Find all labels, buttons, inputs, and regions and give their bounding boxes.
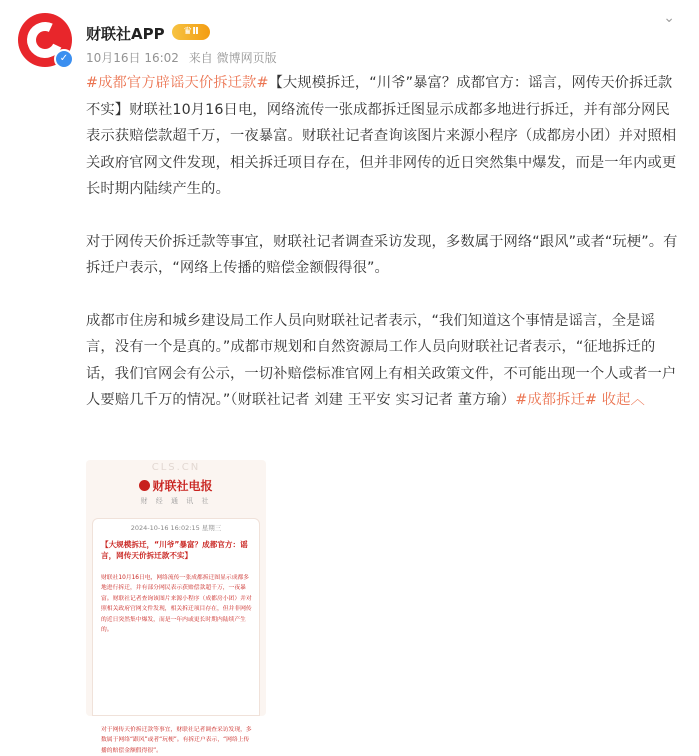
chevron-up-icon: ︿: [630, 392, 645, 408]
paragraph-2: 对于网传天价拆迁款等事宜，财联社记者调查采访发现，多数属于网络“跟风”或者“玩梗”。有拆迁户表示，“网络上传播的赔偿金额假得很”。: [86, 233, 678, 276]
post-source: 来自 微博网页版: [188, 51, 277, 65]
post-meta: [86, 49, 283, 66]
card-body: 财联社10月16日电，网络流传一张成都拆迁图显示成都多地进行拆迁，并有部分网民表示获赔偿款超千万，一夜暴富。财联社记者查询该图片来源小程序（成都房小团）并对照相关政府官网文件发现，相关拆迁项目存在，但并非网传的近日突然集中爆发，而是一年内或更长时期内陆续产生的。: [101, 575, 252, 634]
collapse-button[interactable]: 收起︿: [601, 392, 645, 408]
card-body-2: 对于网传天价拆迁款等事宜，财联社记者调查采访发现，多数属于网络“跟风”或者“玩梗”。有拆迁户表示，“网络上传播的赔偿金额假得很”。: [101, 727, 252, 754]
card-headline: 【大规模拆迁，“川爷”暴富？成都官方：谣言，网传天价拆迁款不实】: [101, 540, 248, 560]
avatar[interactable]: [18, 13, 72, 67]
chevron-down-icon[interactable]: ⌄: [663, 10, 675, 26]
crown-icon: ♛: [183, 26, 193, 37]
card-date: 2024-10-16 16:02:15 星期三: [130, 524, 222, 532]
news-image-card[interactable]: [86, 460, 266, 754]
card-inner: [92, 518, 260, 754]
post-content: [86, 70, 678, 440]
hashtag-title[interactable]: #成都官方辟谣天价拆迁款#: [86, 75, 269, 91]
cls-logo-icon: [139, 480, 150, 491]
post-date[interactable]: 10月16日 16:02: [86, 51, 179, 65]
verified-v-icon: ✓: [54, 49, 74, 69]
paragraph-3: 成都市住房和城乡建设局工作人员向财联社记者表示，“我们知道这个事情是谣言，全是谣言，没有一个是真的。”成都市规划和自然资源局工作人员向财联社记者表示，“征地拆迁的话，我们官网会有公示，一切补赔偿标准官网上有相关政策文件，不可能出现一个人或者一户人要赔几千万的情况。”（财联社记者 刘建 王平安 实习记者 董方瑜）#成都拆迁# 收起︿: [86, 312, 677, 408]
level-badge[interactable]: ♛Ⅱ: [172, 24, 210, 40]
card-subtitle: 财 经 通 讯 社: [140, 497, 212, 505]
watermark: CLS.CN: [151, 462, 201, 473]
card-brand: 财联社电报: [86, 477, 266, 494]
paragraph-1: #成都官方辟谣天价拆迁款#【大规模拆迁，“川爷”暴富？成都官方：谣言，网传天价拆迁款不实】财联社10月16日电，网络流传一张成都拆迁图显示成都多地进行拆迁，并有部分网民表示获赔偿款超千万，一夜暴富。财联社记者查询该图片来源小程序（成都房小团）并对照相关政府官网文件发现，相关拆迁项目存在，但并非网传的近日突然集中爆发，而是一年内或更长时期内陆续产生的。: [86, 75, 677, 197]
username[interactable]: 财联社APP: [86, 25, 165, 43]
hashtag-end[interactable]: #成都拆迁#: [515, 392, 598, 408]
